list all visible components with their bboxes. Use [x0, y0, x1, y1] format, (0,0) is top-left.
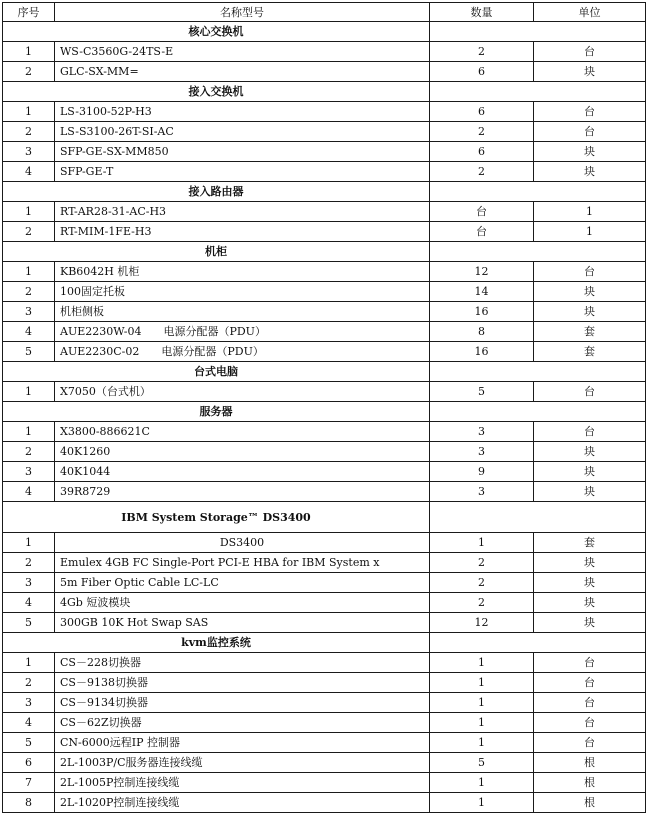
item-qty: 1 [430, 653, 534, 673]
item-no: 3 [3, 142, 55, 162]
item-name: LS-S3100-26T-SI-AC [55, 122, 430, 142]
item-no: 5 [3, 733, 55, 753]
item-name: 机柜侧板 [55, 302, 430, 322]
item-qty: 1 [430, 773, 534, 793]
header-row [3, 3, 646, 22]
section-blank-cell [430, 362, 646, 382]
item-unit: 套 [534, 342, 646, 362]
item-qty: 6 [430, 62, 534, 82]
item-no: 4 [3, 322, 55, 342]
section-header-row [3, 82, 646, 102]
item-qty: 6 [430, 102, 534, 122]
item-unit: 台 [534, 653, 646, 673]
item-qty: 9 [430, 462, 534, 482]
item-qty: 2 [430, 553, 534, 573]
table-row [3, 422, 646, 442]
header-qty: 数量 [430, 3, 534, 22]
equipment-table-body [3, 3, 646, 813]
section-blank-cell [430, 22, 646, 42]
table-row [3, 713, 646, 733]
section-blank-cell [430, 242, 646, 262]
item-unit: 根 [534, 773, 646, 793]
section-blank-cell [430, 402, 646, 422]
section-blank-cell [430, 182, 646, 202]
item-no: 1 [3, 42, 55, 62]
table-row [3, 533, 646, 553]
item-qty: 1 [430, 533, 534, 553]
item-qty: 8 [430, 322, 534, 342]
item-qty: 1 [430, 673, 534, 693]
section-header-row [3, 242, 646, 262]
section-header-row [3, 633, 646, 653]
item-qty: 12 [430, 613, 534, 633]
item-qty: 1 [430, 793, 534, 813]
item-qty: 1 [430, 713, 534, 733]
section-title: 接入路由器 [3, 182, 430, 202]
item-unit: 台 [534, 382, 646, 402]
section-blank-cell [430, 633, 646, 653]
table-row [3, 753, 646, 773]
table-row [3, 122, 646, 142]
item-unit: 块 [534, 282, 646, 302]
table-row [3, 773, 646, 793]
item-qty: 2 [430, 122, 534, 142]
table-row [3, 222, 646, 242]
item-qty: 3 [430, 482, 534, 502]
item-name: SFP-GE-SX-MM850 [55, 142, 430, 162]
equipment-table [2, 2, 646, 813]
item-name: AUE2230W-04 电源分配器（PDU） [55, 322, 430, 342]
section-header-row [3, 22, 646, 42]
item-unit: 1 [534, 222, 646, 242]
item-name: 2L-1003P/C服务器连接线缆 [55, 753, 430, 773]
table-row [3, 102, 646, 122]
item-no: 2 [3, 122, 55, 142]
table-row [3, 42, 646, 62]
item-name: SFP-GE-T [55, 162, 430, 182]
item-no: 1 [3, 533, 55, 553]
item-no: 2 [3, 442, 55, 462]
item-unit: 块 [534, 593, 646, 613]
item-qty: 14 [430, 282, 534, 302]
item-qty: 2 [430, 162, 534, 182]
item-name: 100固定托板 [55, 282, 430, 302]
section-title: 接入交换机 [3, 82, 430, 102]
item-name: CS－62Z切换器 [55, 713, 430, 733]
table-row [3, 573, 646, 593]
item-qty: 12 [430, 262, 534, 282]
item-name: X7050（台式机） [55, 382, 430, 402]
section-blank-cell [430, 82, 646, 102]
item-no: 2 [3, 553, 55, 573]
item-name: CS－9138切换器 [55, 673, 430, 693]
item-no: 1 [3, 653, 55, 673]
table-row [3, 693, 646, 713]
item-name: 2L-1020P控制连接线缆 [55, 793, 430, 813]
table-row [3, 262, 646, 282]
item-qty: 16 [430, 302, 534, 322]
item-unit: 台 [534, 713, 646, 733]
item-qty: 台 [430, 202, 534, 222]
item-no: 1 [3, 102, 55, 122]
table-row [3, 142, 646, 162]
item-qty: 台 [430, 222, 534, 242]
section-header-row [3, 182, 646, 202]
item-qty: 2 [430, 573, 534, 593]
item-unit: 台 [534, 42, 646, 62]
item-no: 3 [3, 693, 55, 713]
table-row [3, 733, 646, 753]
item-no: 3 [3, 462, 55, 482]
item-unit: 套 [534, 533, 646, 553]
item-qty: 3 [430, 442, 534, 462]
item-unit: 根 [534, 753, 646, 773]
table-row [3, 653, 646, 673]
item-name: GLC-SX-MM= [55, 62, 430, 82]
table-row [3, 462, 646, 482]
item-name: 40K1044 [55, 462, 430, 482]
table-row [3, 793, 646, 813]
table-row [3, 62, 646, 82]
section-title: 核心交换机 [3, 22, 430, 42]
item-no: 5 [3, 613, 55, 633]
item-unit: 块 [534, 62, 646, 82]
table-row [3, 613, 646, 633]
item-unit: 根 [534, 793, 646, 813]
item-no: 2 [3, 673, 55, 693]
section-title: kvm监控系统 [3, 633, 430, 653]
item-unit: 块 [534, 442, 646, 462]
item-unit: 块 [534, 142, 646, 162]
item-no: 3 [3, 302, 55, 322]
item-name: AUE2230C-02 电源分配器（PDU） [55, 342, 430, 362]
item-name: Emulex 4GB FC Single-Port PCI-E HBA for IBM System x [55, 553, 430, 573]
item-name: CS－9134切换器 [55, 693, 430, 713]
item-name: 5m Fiber Optic Cable LC-LC [55, 573, 430, 593]
item-unit: 块 [534, 302, 646, 322]
header-unit: 单位 [534, 3, 646, 22]
item-unit: 1 [534, 202, 646, 222]
item-no: 1 [3, 202, 55, 222]
section-header-row [3, 402, 646, 422]
item-name: KB6042H 机柜 [55, 262, 430, 282]
item-unit: 块 [534, 553, 646, 573]
section-header-row [3, 362, 646, 382]
item-name: 2L-1005P控制连接线缆 [55, 773, 430, 793]
item-qty: 2 [430, 42, 534, 62]
item-no: 4 [3, 713, 55, 733]
item-unit: 台 [534, 693, 646, 713]
item-name: CN-6000远程IP 控制器 [55, 733, 430, 753]
item-unit: 台 [534, 102, 646, 122]
item-no: 4 [3, 162, 55, 182]
item-no: 3 [3, 573, 55, 593]
table-row [3, 342, 646, 362]
item-qty: 1 [430, 733, 534, 753]
item-name: LS-3100-52P-H3 [55, 102, 430, 122]
item-no: 7 [3, 773, 55, 793]
item-qty: 3 [430, 422, 534, 442]
item-name: CS－228切换器 [55, 653, 430, 673]
item-unit: 块 [534, 613, 646, 633]
table-row [3, 282, 646, 302]
item-unit: 台 [534, 673, 646, 693]
item-no: 2 [3, 62, 55, 82]
table-row [3, 442, 646, 462]
item-name: 39R8729 [55, 482, 430, 502]
section-title: 机柜 [3, 242, 430, 262]
table-row [3, 593, 646, 613]
item-no: 2 [3, 222, 55, 242]
item-name: X3800-886621C [55, 422, 430, 442]
item-name: 300GB 10K Hot Swap SAS [55, 613, 430, 633]
item-no: 5 [3, 342, 55, 362]
item-no: 1 [3, 422, 55, 442]
item-unit: 台 [534, 733, 646, 753]
section-header-row [3, 502, 646, 533]
item-qty: 2 [430, 593, 534, 613]
item-unit: 块 [534, 573, 646, 593]
section-title: IBM System Storage™ DS3400 [3, 502, 430, 533]
item-qty: 16 [430, 342, 534, 362]
table-row [3, 382, 646, 402]
table-row [3, 162, 646, 182]
item-name: RT-MIM-1FE-H3 [55, 222, 430, 242]
equipment-list [2, 2, 646, 813]
item-name: RT-AR28-31-AC-H3 [55, 202, 430, 222]
table-row [3, 553, 646, 573]
section-title: 服务器 [3, 402, 430, 422]
item-qty: 1 [430, 693, 534, 713]
item-name: 40K1260 [55, 442, 430, 462]
item-no: 1 [3, 262, 55, 282]
item-no: 1 [3, 382, 55, 402]
item-unit: 台 [534, 262, 646, 282]
header-name: 名称型号 [55, 3, 430, 22]
item-no: 6 [3, 753, 55, 773]
item-qty: 6 [430, 142, 534, 162]
table-row [3, 202, 646, 222]
item-name: DS3400 [55, 533, 430, 553]
item-unit: 套 [534, 322, 646, 342]
item-qty: 5 [430, 382, 534, 402]
section-blank-cell [430, 502, 646, 533]
item-unit: 块 [534, 482, 646, 502]
item-unit: 块 [534, 462, 646, 482]
item-unit: 台 [534, 122, 646, 142]
item-unit: 块 [534, 162, 646, 182]
header-no: 序号 [3, 3, 55, 22]
item-name: WS-C3560G-24TS-E [55, 42, 430, 62]
item-no: 4 [3, 482, 55, 502]
table-row [3, 673, 646, 693]
table-row [3, 322, 646, 342]
table-row [3, 302, 646, 322]
item-no: 8 [3, 793, 55, 813]
item-name: 4Gb 短波模块 [55, 593, 430, 613]
item-no: 2 [3, 282, 55, 302]
item-no: 4 [3, 593, 55, 613]
section-title: 台式电脑 [3, 362, 430, 382]
table-row [3, 482, 646, 502]
item-qty: 5 [430, 753, 534, 773]
item-unit: 台 [534, 422, 646, 442]
